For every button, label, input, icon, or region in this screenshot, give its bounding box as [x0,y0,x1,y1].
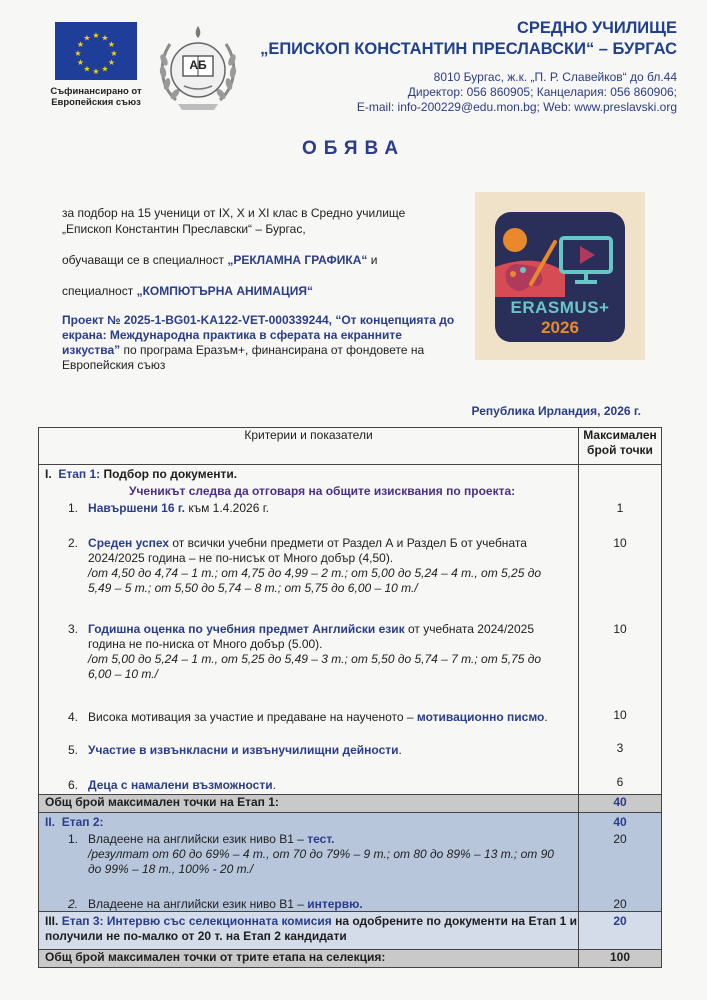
school-contacts [357,70,677,115]
criterion-item: 1. Владеене на английски език ниво В1 – тест. /резултат от 60 до 69% – 4 т., от 70 до 79% – 9 т.; от 80 до 89% – 13 т.; от 90 до 99% – 18 т., 100% - 20 т./ [68,832,554,876]
stage3-criteria-cell: III. Етап 3: Интервю със селекционната комисия на одобрените по документи на Етап 1 и получили не по-малко от 20 т. на Етап 2 кандидати [39,912,579,950]
grand-total-label: Общ брой максимален точки от трите етапа на селекция: [39,950,579,968]
criterion-item: 4. Висока мотивация за участие и предаване на наученото – мотивационно писмо. [68,710,548,724]
criterion-item: 2. Владеене на английски език ниво В1 – интервю. [68,897,363,911]
stage2-criteria-cell [39,813,579,912]
criteria-table [38,427,662,968]
stage2-heading: II. Етап 2: [45,815,104,829]
grand-total-row [39,950,662,968]
svg-text:★: ★ [83,33,91,43]
stage1-row [39,465,662,795]
eu-cofunded-caption: Съфинансирано от Европейския съюз [50,86,142,108]
grand-total-points: 100 [579,950,662,968]
erasmus-tile [495,212,625,342]
svg-text:★: ★ [92,31,100,40]
stage2-points-cell [579,813,662,912]
svg-text:★: ★ [101,33,109,43]
stage3-points: 20 [579,912,662,950]
stage1-points-cell [579,465,662,795]
stage2-total-points: 40 [613,815,627,829]
header-criteria: Критерии и показатели [39,428,579,465]
intro-text [62,205,462,373]
svg-text:★: ★ [76,58,85,67]
stage1-total-row [39,795,662,813]
points-value: 20 [613,897,627,911]
points-value: 10 [613,622,627,636]
intro-line: за подбор на 15 ученици от IX, X и XI клас в Средно училище [62,206,406,220]
stage1-total-label: Общ брой максимален точки на Етап 1: [39,795,579,813]
svg-text:★: ★ [74,49,82,58]
erasmus-logo [475,192,645,360]
school-email-web[interactable]: E-mail: info-200229@edu.mon.bg; Web: www.preslavski.org [356,100,677,114]
erasmus-label: ERASMUS+ [510,298,610,317]
criterion-item: 5. Участие в извънкласни и извънучилищни дейности. [68,743,402,757]
header-max-points: Максимален брой точки [579,428,662,465]
specialty-line-2: специалност „КОМПЮТЪРНА АНИМАЦИЯ“ [62,284,313,298]
points-value: 3 [616,741,624,755]
points-value: 20 [613,832,627,846]
svg-text:★: ★ [107,58,116,67]
stage1-heading: I. Етап 1: Подбор по документи. [45,467,238,481]
stage3-row [39,912,662,950]
svg-text:★: ★ [76,40,85,49]
crest-letters: АБ [189,58,207,72]
svg-text:★: ★ [83,64,91,74]
svg-text:★: ★ [110,49,118,58]
page-title: ОБЯВА [301,138,406,159]
specialty-line-1: обучаващи се в специалност „РЕКЛАМНА ГРАФИКА“ и [62,253,378,267]
school-crest-logo [150,20,246,116]
criterion-item: 1. Навършени 16 г. към 1.4.2026 г. [68,501,269,515]
school-name: СРЕДНО УЧИЛИЩЕ „ЕПИСКОП КОНСТАНТИН ПРЕСЛАВСКИ“ – БУРГАС [260,19,677,58]
stage1-subtitle: Ученикът следва да отговаря на общите изисквания по проекта: [129,484,516,498]
criterion-item: 3. Годишна оценка по учебния предмет Английски език от учебната 2024/2025 година не по-ниска от Много добър (5.00). /от 5,00 до 5,24 – 1 т., от 5,25 до 5,49 – 3 т.; от 5,50 до 5,74 – 7 т.; от 5,75 до 6,00 – 10 т./ [68,622,542,681]
eu-stars-icon [55,22,137,80]
stage1-criteria-cell [39,465,579,795]
criterion-item: 6. Деца с намалени възможности. [68,778,276,792]
svg-text:★: ★ [92,67,100,76]
country-date: Република Ирландия, 2026 г. [471,404,641,418]
eu-flag-logo [55,22,137,80]
points-value: 10 [613,536,627,550]
svg-text:★: ★ [101,64,109,74]
points-value: 6 [616,775,624,789]
svg-text:★: ★ [107,40,116,49]
points-value: 1 [616,501,624,515]
school-phones: Директор: 056 860905; Канцелария: 056 860906; [407,85,677,99]
school-address: 8010 Бургас, ж.к. „П. Р. Славейков“ до бл.44 [433,70,677,84]
project-description: Проект № 2025-1-BG01-KA122-VET-000339244, “От концепцията до екрана: Международна практика в сферата на екранните изкуства” по програма Еразъм+, финансирана от фондовете на Европейския съюз [62,313,455,372]
intro-line: „Епископ Константин Преславски“ – Бургас, [62,222,306,236]
criterion-item: 2. Среден успех от всички учебни предмети от Раздел А и Раздел Б от учебната 2024/2025 година – не по-нисък от Много добър (4,50). /от 4,50 до 4,74 – 1 т.; от 4,75 до 4,99 – 2 т.; от 5,00 до 5,24 – 4 т., от 5,25 до 5,49 – 5 т.; от 5,50 до 5,74 – 8 т.; от 5,75 до 6,00 – 10 т./ [68,536,542,595]
stage2-row [39,813,662,912]
table-header-row [39,428,662,465]
stage1-total-points: 40 [579,795,662,813]
points-value: 10 [613,708,627,722]
erasmus-year: 2026 [541,318,579,337]
